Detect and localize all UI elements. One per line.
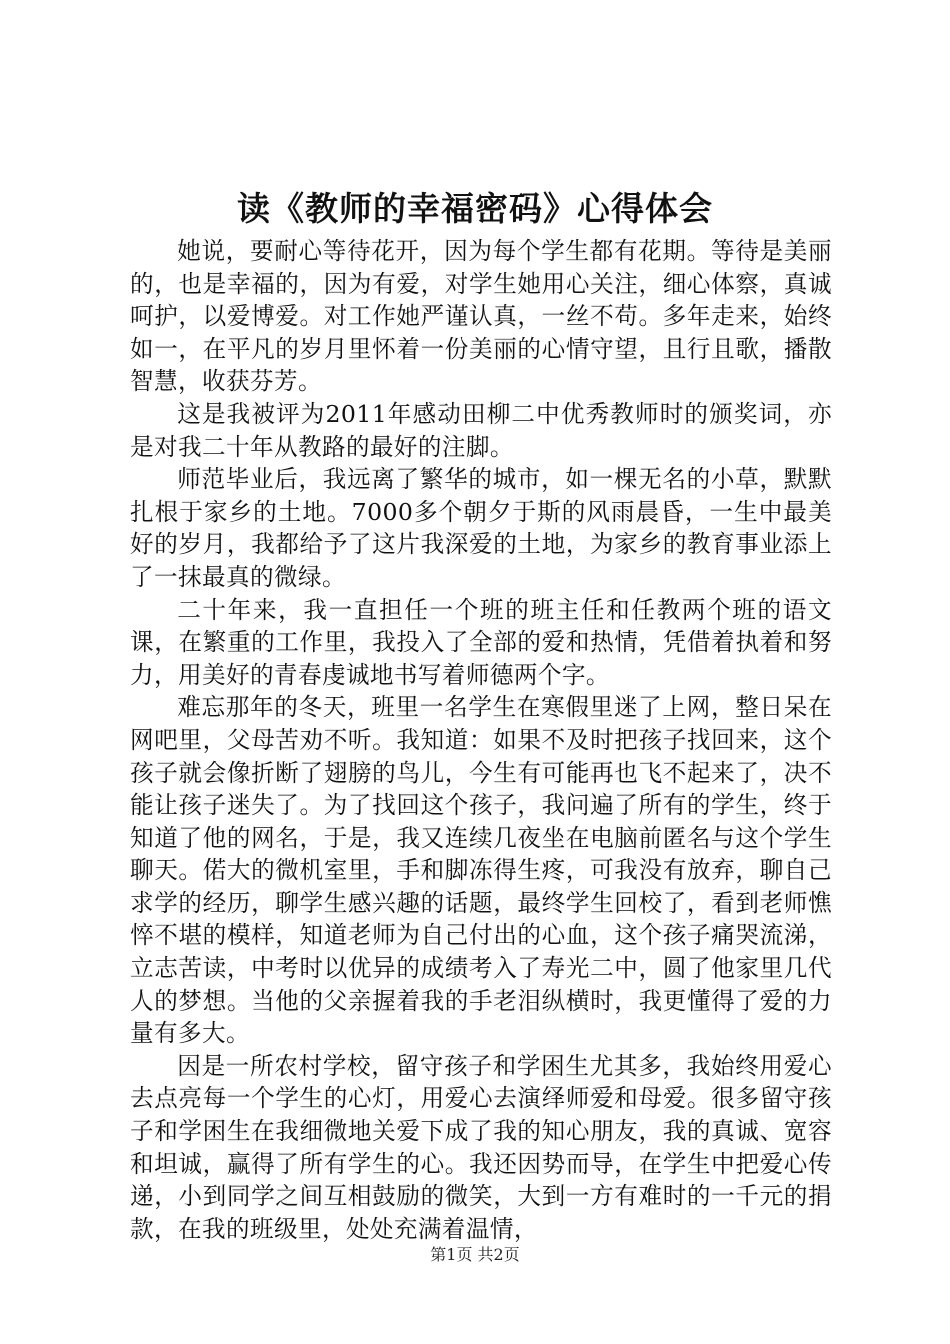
paragraph: 她说，要耐心等待花开，因为每个学生都有花期。等待是美丽的，也是幸福的，因为有爱，对学生她用心关注，细心体察，真诚呵护，以爱博爱。对工作她严谨认真，一丝不苟。多年走来，始终如一，在平凡的岁月里怀着一份美丽的心情守望，且行且歌，播散智慧，收获芬芳。: [130, 237, 832, 396]
paragraph: 这是我被评为2011年感动田柳二中优秀教师时的颁奖词，亦是对我二十年从教路的最好的注脚。: [130, 399, 832, 461]
paragraph: 因是一所农村学校，留守孩子和学困生尤其多，我始终用爱心去点亮每一个学生的心灯，用爱心去演绎师爱和母爱。很多留守孩子和学困生在我细微地关爱下成了我的知心朋友，我的真诚、宽容和坦诚，赢得了所有学生的心。我还因势而导，在学生中把爱心传递，小到同学之间互相鼓励的微笑，大到一方有难时的一千元的捐款，在我的班级里，处处充满着温情，: [130, 1051, 832, 1243]
page-number-footer: 第1页 共2页: [430, 1245, 520, 1264]
paragraph: 二十年来，我一直担任一个班的班主任和任教两个班的语文课，在繁重的工作里，我投入了全部的爱和热情，凭借着执着和努力，用美好的青春虔诚地书写着师德两个字。: [130, 595, 832, 689]
document-body: [130, 235, 832, 1245]
paragraph: 难忘那年的冬天，班里一名学生在寒假里迷了上网，整日呆在网吧里，父母苦劝不听。我知道：如果不及时把孩子找回来，这个孩子就会像折断了翅膀的鸟儿，今生有可能再也飞不起来了，决不能让孩子迷失了。为了找回这个孩子，我问遍了所有的学生，终于知道了他的网名，于是，我又连续几夜坐在电脑前匿名与这个学生聊天。偌大的微机室里，手和脚冻得生疼，可我没有放弃，聊自己求学的经历，聊学生感兴趣的话题，最终学生回校了，看到老师憔悴不堪的模样，知道老师为自己付出的心血，这个孩子痛哭流涕，立志苦读，中考时以优异的成绩考入了寿光二中，圆了他家里几代人的梦想。当他的父亲握着我的手老泪纵横时，我更懂得了爱的力量有多大。: [130, 693, 832, 1048]
document-title: 读《教师的幸福密码》心得体会: [237, 189, 713, 228]
paragraph: 师范毕业后，我远离了繁华的城市，如一棵无名的小草，默默扎根于家乡的土地。7000多个朝夕于斯的风雨晨昏，一生中最美好的岁月，我都给予了这片我深爱的土地，为家乡的教育事业添上了一抹最真的微绿。: [130, 465, 832, 591]
